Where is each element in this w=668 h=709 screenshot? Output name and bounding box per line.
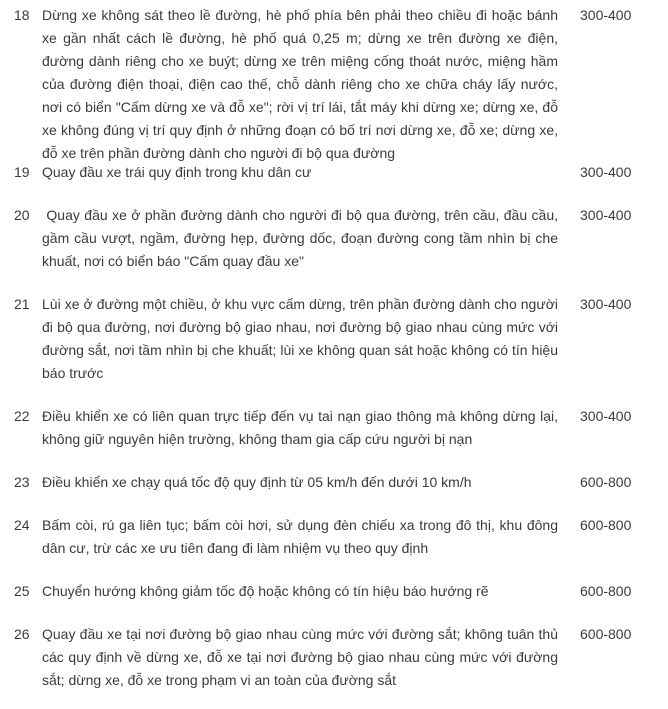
table-row: [0, 405, 668, 451]
violation-description: Dừng xe không sát theo lề đường, hè phố phía bên phải theo chiều đi hoặc bánh xe gần nhất cách lề đường, hè phố quá 0,25 m; dừng xe trên đường xe điện, đường dành riêng cho xe buýt; dừng xe trên miệng cống thoát nước, miệng hầm của đường điện thoại, điện cao thế, chỗ dành riêng cho xe chữa cháy lấy nước, nơi có biển "Cấm dừng xe và đỗ xe"; rời vị trí lái, tắt máy khi dừng xe; dừng xe, đỗ xe không đúng vị trí quy định ở những đoạn có bố trí nơi dừng xe, đỗ xe; dừng xe, đỗ xe trên phần đường dành cho người đi bộ qua đường: [42, 7, 558, 161]
table-row: [0, 580, 668, 603]
table-row: [0, 514, 668, 560]
row-number: 24: [14, 517, 30, 533]
fine-amount: 600-800: [580, 474, 632, 490]
fine-amount: 300-400: [580, 408, 632, 424]
row-number: 23: [14, 474, 30, 490]
violation-description: Chuyển hướng không giảm tốc độ hoặc không có tín hiệu báo hướng rẽ: [42, 583, 489, 599]
row-number: 26: [14, 626, 30, 642]
table-row: [0, 293, 668, 385]
violation-description: Lùi xe ở đường một chiều, ở khu vực cấm dừng, trên phần đường dành cho người đi bộ qua đường, nơi đường bộ giao nhau, nơi đường bộ giao nhau cùng mức với đường sắt, nơi tầm nhìn bị che khuất; lùi xe không quan sát hoặc không có tín hiệu báo trước: [42, 296, 558, 381]
violation-description: Quay đầu xe tại nơi đường bộ giao nhau cùng mức với đường sắt; không tuân thủ các quy định về dừng xe, đỗ xe tại nơi đường bộ giao nhau cùng mức với đường sắt; dừng xe, đỗ xe trong phạm vi an toàn của đường sắt: [42, 626, 558, 688]
fine-amount: 600-800: [580, 583, 632, 599]
fine-amount: 600-800: [580, 517, 632, 533]
violation-description: Quay đầu xe trái quy định trong khu dân cư: [42, 164, 312, 180]
row-number: 19: [14, 164, 30, 180]
table-row: [0, 471, 668, 494]
row-number: 20: [14, 207, 30, 223]
violation-description: Quay đầu xe ở phần đường dành cho người đi bộ qua đường, trên cầu, đầu cầu, gầm cầu vượt, ngầm, đường hẹp, đường dốc, đoạn đường cong tầm nhìn bị che khuất, nơi có biển báo "Cấm quay đầu xe": [42, 207, 558, 269]
row-number: 22: [14, 408, 30, 424]
row-number: 25: [14, 583, 30, 599]
table-row: [0, 4, 668, 165]
fine-amount: 300-400: [580, 164, 632, 180]
violation-description: Điều khiển xe chạy quá tốc độ quy định từ 05 km/h đến dưới 10 km/h: [42, 474, 472, 490]
table-row: [0, 204, 668, 273]
table-row: [0, 623, 668, 692]
table-row: [0, 161, 668, 184]
fine-amount: 300-400: [580, 207, 632, 223]
row-number: 18: [14, 7, 30, 23]
row-number: 21: [14, 296, 30, 312]
violation-description: Bấm còi, rú ga liên tục; bấm còi hơi, sử dụng đèn chiếu xa trong đô thị, khu đông dân cư, trừ các xe ưu tiên đang đi làm nhiệm vụ theo quy định: [42, 517, 558, 556]
fine-amount: 300-400: [580, 296, 632, 312]
fine-amount: 300-400: [580, 7, 632, 23]
fine-amount: 600-800: [580, 626, 632, 642]
violation-description: Điều khiển xe có liên quan trực tiếp đến vụ tai nạn giao thông mà không dừng lại, không giữ nguyên hiện trường, không tham gia cấp cứu người bị nạn: [42, 408, 558, 447]
